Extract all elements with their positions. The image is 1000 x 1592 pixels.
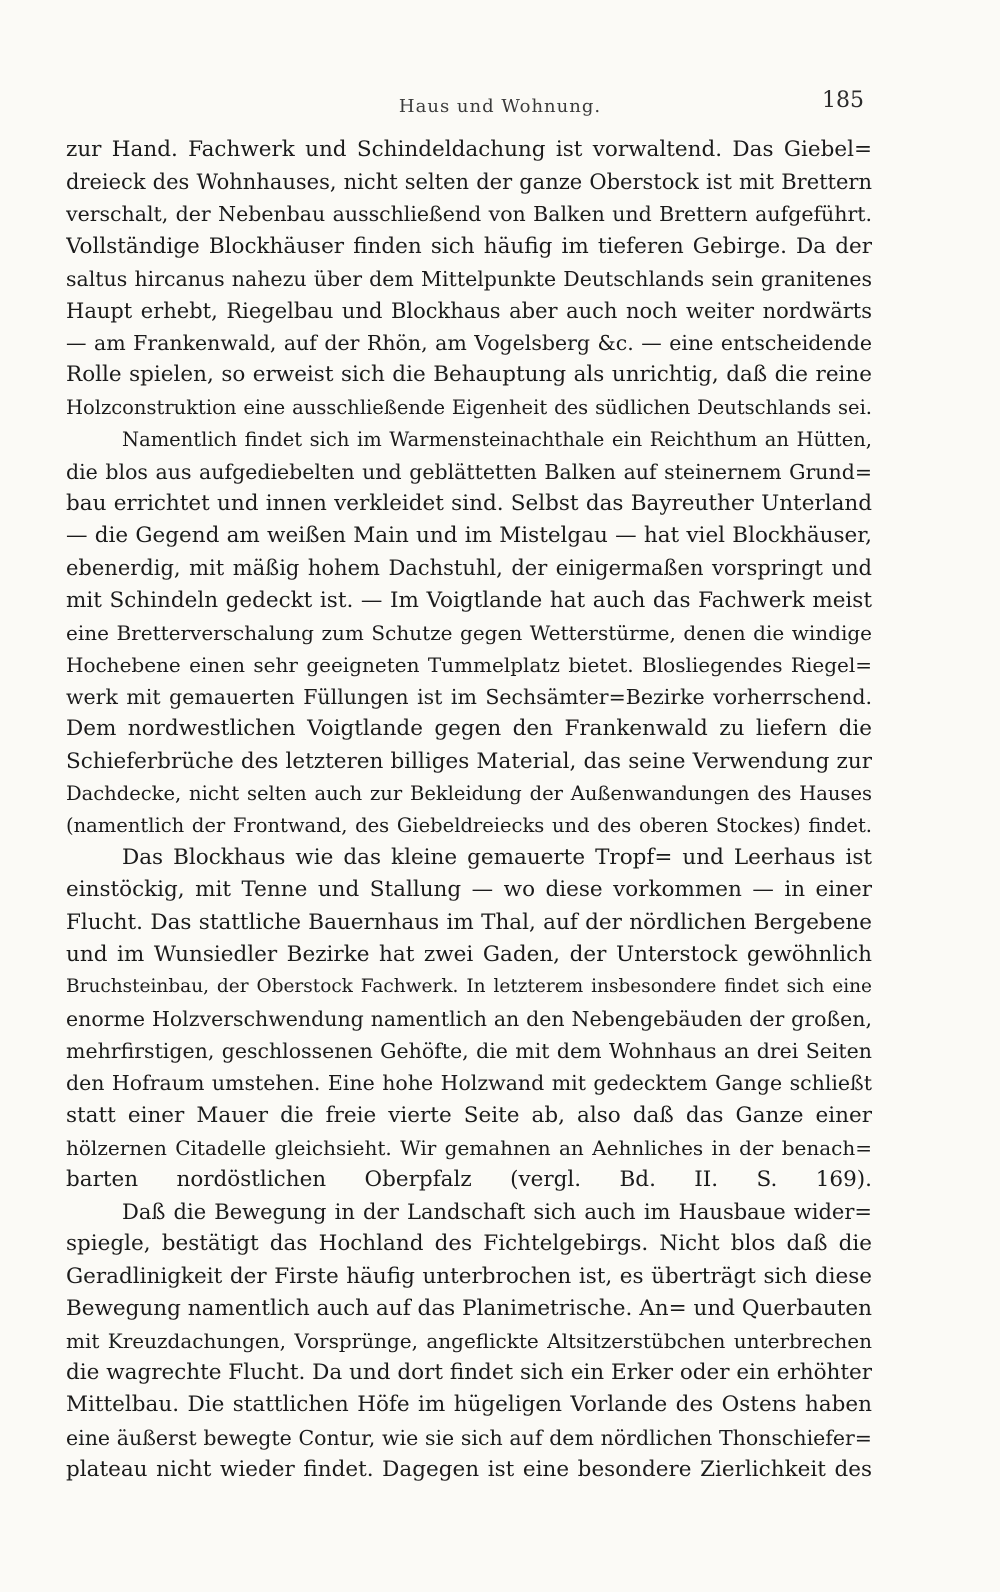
text-line: Haupt erhebt, Riegelbau und Blockhaus aber auch noch weiter nordwärts: [66, 298, 872, 323]
text-line: hölzernen Citadelle gleichsieht. Wir gemahnen an Aehnliches in der benach=: [66, 1135, 872, 1160]
text-line: Dachdecke, nicht selten auch zur Bekleidung der Außenwandungen des Hauses: [66, 781, 872, 805]
text-line: Das Blockhaus wie das kleine gemauerte Tropf= und Leerhaus ist: [122, 845, 872, 871]
text-line: und im Wunsiedler Bezirke hat zwei Gaden, der Unterstock gewöhnlich: [66, 941, 872, 967]
text-line: mit Schindeln gedeckt ist. — Im Voigtlande hat auch das Fachwerk meist: [66, 587, 872, 613]
text-line: Bewegung namentlich auch auf das Planimetrische. An= und Querbauten: [66, 1295, 872, 1321]
text-line: Geradlinigkeit der Firste häufig unterbrochen ist, es überträgt sich diese: [66, 1263, 872, 1289]
text-line: dreieck des Wohnhauses, nicht selten der ganze Oberstock ist mit Brettern: [66, 170, 872, 195]
text-line: eine äußerst bewegte Contur, wie sie sich auf dem nördlichen Thonschiefer=: [66, 1425, 872, 1450]
text-line: statt einer Mauer die freie vierte Seite ab, also daß das Ganze einer: [66, 1102, 872, 1128]
text-line: Holzconstruktion eine ausschließende Eigenheit des südlichen Deutschlands sei.: [66, 395, 872, 419]
text-line: Daß die Bewegung in der Landschaft sich auch im Hausbaue wider=: [122, 1200, 872, 1225]
text-line: (namentlich der Frontwand, des Giebeldreiecks und des oberen Stockes) findet.: [66, 813, 872, 837]
text-line: Flucht. Das stattliche Bauernhaus im Thal, auf der nördlichen Bergebene: [66, 909, 872, 935]
text-line: mehrfirstigen, geschlossenen Gehöfte, die mit dem Wohnhaus an drei Seiten: [66, 1039, 872, 1064]
text-line: — am Frankenwald, auf der Rhön, am Vogelsberg &c. — eine entscheidende: [66, 331, 872, 356]
text-line: saltus hircanus nahezu über dem Mittelpunkte Deutschlands sein granitenes: [66, 266, 872, 291]
page-number: 185: [822, 88, 864, 113]
text-line: verschalt, der Nebenbau ausschließend von Balken und Brettern aufgeführt.: [66, 202, 872, 227]
text-line: bau errichtet und innen verkleidet sind. Selbst das Bayreuther Unterland: [66, 491, 872, 517]
text-line: barten nordöstlichen Oberpfalz (vergl. Bd. II. S. 169).: [66, 1167, 872, 1192]
text-line: — die Gegend am weißen Main und im Mistelgau — hat viel Blockhäuser,: [66, 523, 872, 549]
text-line: Rolle spielen, so erweist sich die Behauptung als unrichtig, daß die reine: [66, 362, 872, 388]
text-line: einstöckig, mit Tenne und Stallung — wo diese vorkommen — in einer: [66, 877, 872, 903]
text-line: Hochebene einen sehr geeigneten Tummelplatz bietet. Blosliegendes Riegel=: [66, 653, 872, 677]
text-line: die wagrechte Flucht. Da und dort findet sich ein Erker oder ein erhöhter: [66, 1360, 872, 1386]
text-line: plateau nicht wieder findet. Dagegen ist eine besondere Zierlichkeit des: [66, 1456, 872, 1482]
text-line: Namentlich findet sich im Warmensteinachthale ein Reichthum an Hütten,: [122, 427, 872, 451]
text-line: den Hofraum umstehen. Eine hohe Holzwand mit gedecktem Gange schließt: [66, 1071, 872, 1096]
body-text: [66, 134, 872, 1486]
text-line: zur Hand. Fachwerk und Schindeldachung ist vorwaltend. Das Giebel=: [66, 137, 872, 162]
text-line: mit Kreuzdachungen, Vorsprünge, angeflickte Altsitzerstübchen unterbrechen: [66, 1328, 872, 1353]
text-line: spiegle, bestätigt das Hochland des Fichtelgebirgs. Nicht blos daß die: [66, 1231, 872, 1257]
text-line: Dem nordwestlichen Voigtlande gegen den Frankenwald zu liefern die: [66, 716, 872, 742]
text-line: Bruchsteinbau, der Oberstock Fachwerk. In letzterem insbesondere findet sich eine: [66, 975, 872, 997]
text-line: ebenerdig, mit mäßig hohem Dachstuhl, der einigermaßen vorspringt und: [66, 556, 872, 581]
text-line: die blos aus aufgediebelten und geblättetten Balken auf steinernem Grund=: [66, 459, 872, 484]
text-line: enorme Holzverschwendung namentlich an den Nebengebäuden der großen,: [66, 1007, 872, 1032]
text-line: Mittelbau. Die stattlichen Höfe im hügeligen Vorlande des Ostens haben: [66, 1392, 872, 1418]
text-line: eine Bretterverschalung zum Schutze gegen Wetterstürme, denen die windige: [66, 620, 872, 645]
running-title: Haus und Wohnung.: [398, 96, 602, 117]
text-line: werk mit gemauerten Füllungen ist im Sechsämter=Bezirke vorherrschend.: [66, 685, 872, 710]
text-line: Schieferbrüche des letzteren billiges Material, das seine Verwendung zur: [66, 748, 872, 774]
text-line: Vollständige Blockhäuser finden sich häufig im tieferen Gebirge. Da der: [66, 233, 872, 259]
